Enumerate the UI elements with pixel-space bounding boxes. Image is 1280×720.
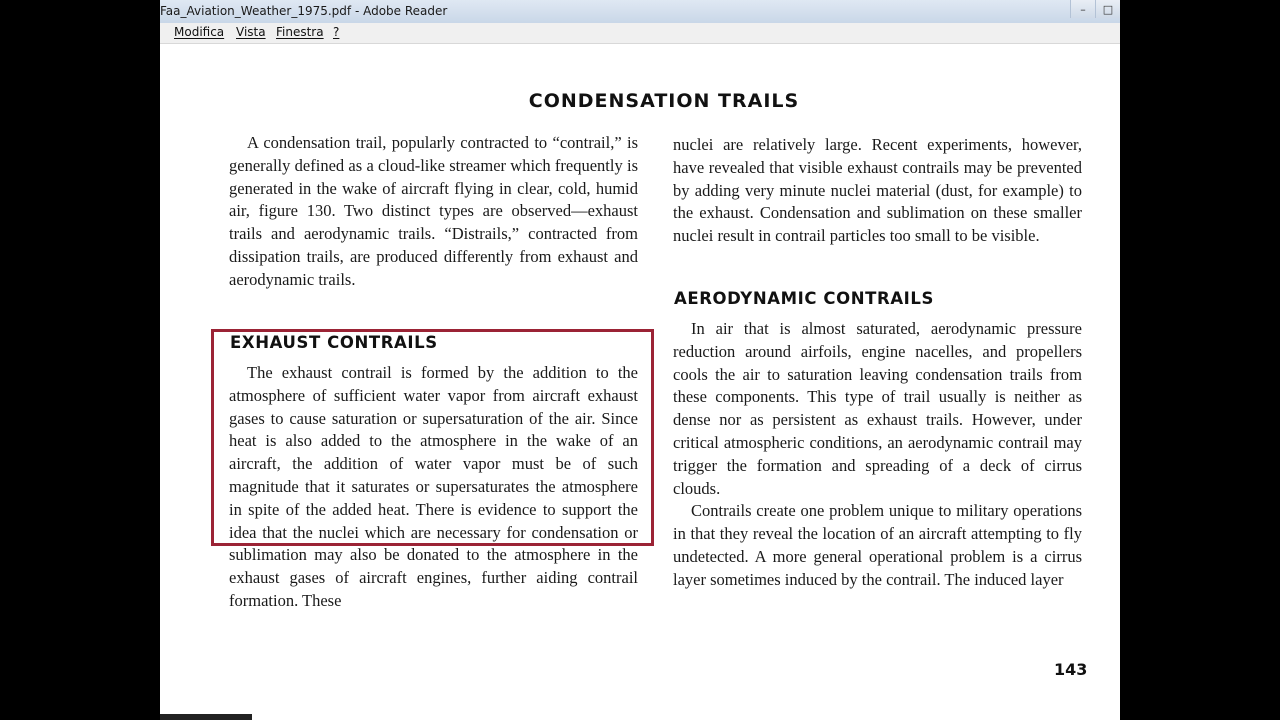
menu-modifica[interactable]: Modifica — [174, 25, 225, 39]
window-controls — [1070, 0, 1120, 18]
aerodynamic-paragraph-1: In air that is almost saturated, aerodynamic pressure reduction around airfoils, engine nacelles, and propellers cools the air to saturation leaving condensation trails from these components. This type of trail usually is neither as dense nor as persistent as exhaust trails. However, under critical atmospheric conditions, an aerodynamic contrail may trigger the formation and spreading of a deck of cirrus clouds. — [673, 319, 1082, 498]
page-number: 143 — [1054, 660, 1088, 679]
maximize-button[interactable]: □ — [1095, 0, 1120, 18]
exhaust-contrails-body — [229, 362, 638, 613]
exhaust-contrails-heading: EXHAUST CONTRAILS — [230, 333, 438, 352]
continuation-paragraph: nuclei are relatively large. Recent experiments, however, have revealed that visible exhaust contrails may be prevented by adding very minute nuclei material (dust, for example) to the exhaust. Condensation and sublimation on these smaller nuclei result in contrail particles too small to be visible. — [673, 135, 1082, 246]
menu-bar — [160, 23, 1120, 44]
aerodynamic-contrails-body — [673, 318, 1082, 592]
window-title: Faa_Aviation_Weather_1975.pdf - Adobe Reader — [160, 4, 448, 18]
taskbar-fragment — [160, 714, 252, 720]
menu-finestra[interactable]: Finestra — [276, 25, 324, 39]
menu-vista[interactable]: Vista — [236, 25, 266, 39]
page-title: CONDENSATION TRAILS — [528, 90, 800, 112]
document-page — [168, 44, 1120, 720]
minimize-button[interactable]: – — [1070, 0, 1095, 18]
left-intro — [229, 132, 638, 292]
title-bar — [160, 0, 1120, 24]
intro-paragraph: A condensation trail, popularly contracted to “contrail,” is generally defined as a cloud-like streamer which frequently is generated in the wake of aircraft flying in clear, cold, humid air, figure 130. Two distinct types are observed—exhaust trails and aerodynamic trails. “Distrails,” contracted from dissipation trails, are produced differently from exhaust and aerodynamic trails. — [229, 133, 638, 289]
aerodynamic-contrails-heading: AERODYNAMIC CONTRAILS — [674, 289, 935, 308]
adobe-reader-window — [160, 0, 1120, 720]
right-continuation — [673, 134, 1082, 248]
menu-help[interactable]: ? — [333, 25, 340, 39]
exhaust-paragraph: The exhaust contrail is formed by the addition to the atmosphere of sufficient water vapor from aircraft exhaust gases to cause saturation or supersaturation of the air. Since heat is also added to the atmosphere in the wake of an aircraft, the addition of water vapor must be of such magnitude that it saturates or supersaturates the atmosphere in spite of the added heat. There is evidence to support the idea that the nuclei which are necessary for condensation or sublimation may also be donated to the atmosphere in the exhaust gases of aircraft engines, further aiding contrail formation. These — [229, 363, 638, 610]
aerodynamic-paragraph-2: Contrails create one problem unique to military operations in that they reveal the location of an aircraft attempting to fly undetected. A more general operational problem is a cirrus layer sometimes induced by the contrail. The induced layer — [673, 501, 1082, 589]
